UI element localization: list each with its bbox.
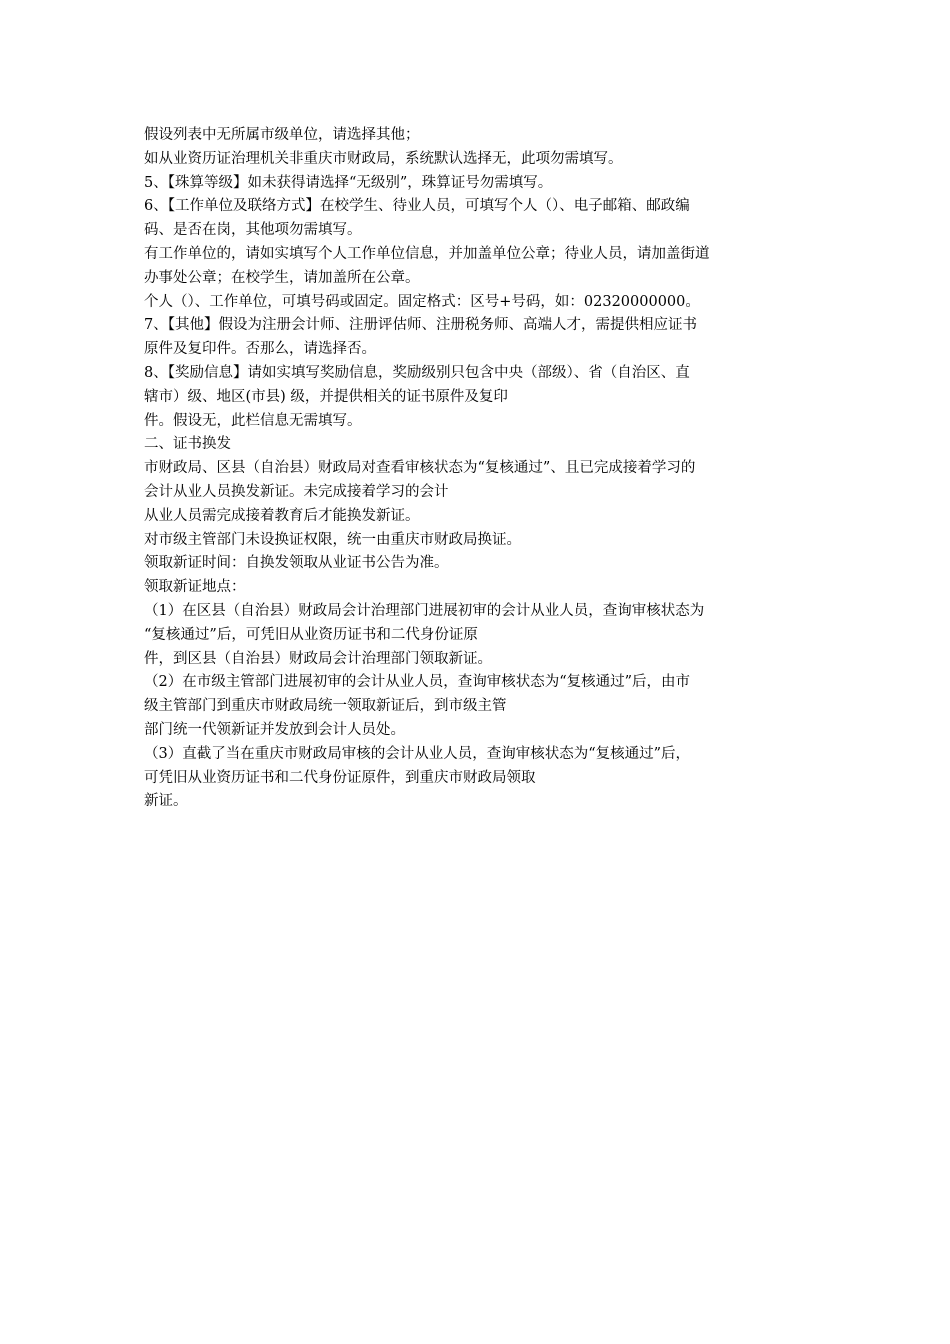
text-line: 市财政局、区县（自治县）财政局对查看审核状态为“复核通过”、且已完成接着学习的 xyxy=(144,460,696,477)
text-line: 件，到区县（自治县）财政局会计治理部门领取新证。 xyxy=(144,650,492,667)
text-line: （2）在市级主管部门进展初审的会计从业人员，查询审核状态为“复核通过”后，由市 xyxy=(144,674,691,691)
text-line: 会计从业人员换发新证。未完成接着学习的会计 xyxy=(144,483,449,500)
text-line: 6、【工作单位及联络方式】在校学生、待业人员，可填写个人（）、电子邮箱、邮政编 xyxy=(144,198,690,215)
text-line: 7、【其他】假设为注册会计师、注册评估师、注册税务师、高端人才，需提供相应证书 xyxy=(144,317,697,334)
text-line: 如从业资历证治理机关非重庆市财政局，系统默认选择无，此项勿需填写。 xyxy=(144,150,623,167)
text-line: 件。假设无，此栏信息无需填写。 xyxy=(144,412,362,429)
text-line: （3）直截了当在重庆市财政局审核的会计从业人员，查询审核状态为“复核通过”后， xyxy=(144,745,691,762)
document-body xyxy=(144,124,814,814)
text-line: 8、【奖励信息】请如实填写奖励信息，奖励级别只包含中央（部级）、省（自治区、直 xyxy=(144,364,690,381)
text-line: （1）在区县（自治县）财政局会计治理部门进展初审的会计从业人员，查询审核状态为 xyxy=(144,602,705,619)
text-line: 领取新证地点： xyxy=(144,579,246,596)
text-line: 新证。 xyxy=(144,793,188,810)
text-line: 原件及复印件。否那么，请选择否。 xyxy=(144,341,376,358)
text-line: 辖市）级、地区(市县) 级，并提供相关的证书原件及复印 xyxy=(144,388,508,405)
text-line: 个人（）、工作单位，可填号码或固定。固定格式：区号+号码，如：02320000000。 xyxy=(144,293,700,310)
section-heading: 二、证书换发 xyxy=(144,436,231,453)
text-line: 对市级主管部门未设换证权限，统一由重庆市财政局换证。 xyxy=(144,531,521,548)
text-line: 级主管部门到重庆市财政局统一领取新证后，到市级主管 xyxy=(144,698,507,715)
text-line: 部门统一代领新证并发放到会计人员处。 xyxy=(144,721,405,738)
text-line: 码、是否在岗，其他项勿需填写。 xyxy=(144,222,362,239)
text-line: “复核通过”后，可凭旧从业资历证书和二代身份证原 xyxy=(144,626,478,643)
text-line: 有工作单位的，请如实填写个人工作单位信息，并加盖单位公章；待业人员，请加盖街道 xyxy=(144,245,710,262)
text-line: 办事处公章；在校学生，请加盖所在公章。 xyxy=(144,269,420,286)
text-line: 假设列表中无所属市级单位，请选择其他； xyxy=(144,127,420,143)
text-line: 从业人员需完成接着教育后才能换发新证。 xyxy=(144,507,420,524)
text-line: 5、【珠算等级】如未获得请选择“无级别”，珠算证号勿需填写。 xyxy=(144,174,553,191)
text-line: 可凭旧从业资历证书和二代身份证原件，到重庆市财政局领取 xyxy=(144,769,536,786)
text-line: 领取新证时间：自换发领取从业证书公告为准。 xyxy=(144,555,449,572)
